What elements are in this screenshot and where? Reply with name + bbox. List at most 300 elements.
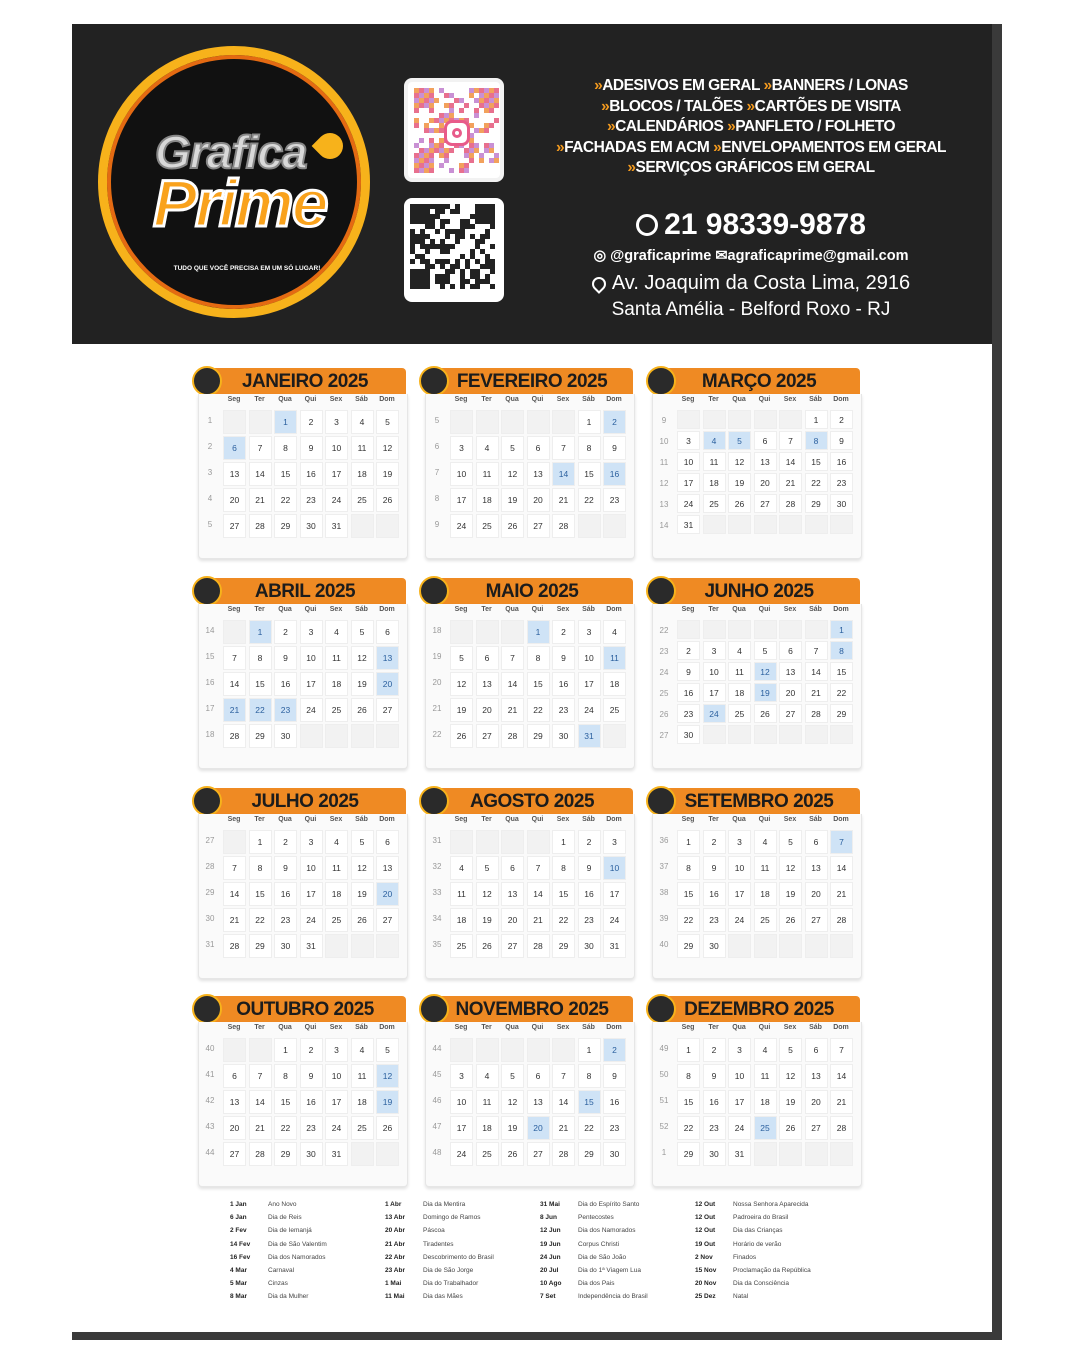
day-cell: 13 — [501, 882, 524, 906]
day-cell: 6 — [223, 436, 246, 460]
service-item: PANFLETO / FOLHETO — [735, 118, 896, 135]
empty-day-cell — [805, 620, 828, 639]
week-number: 23 — [659, 647, 669, 656]
holiday-date: 12 Out — [695, 1214, 716, 1222]
day-cell: 4 — [603, 620, 626, 644]
day-cell: 2 — [703, 1038, 726, 1062]
day-cell: 28 — [830, 908, 853, 932]
holiday-name: Pentecostes — [578, 1214, 614, 1222]
day-cell: 18 — [754, 1090, 777, 1114]
day-cell: 29 — [677, 934, 700, 958]
month-grid — [652, 1022, 862, 1187]
week-number: 35 — [432, 940, 442, 949]
empty-day-cell — [805, 1142, 828, 1166]
day-cell: 28 — [249, 514, 272, 538]
day-cell: 27 — [501, 934, 524, 958]
month-badge-icon — [192, 366, 222, 396]
month-title: DEZEMBRO 2025 — [658, 996, 860, 1022]
day-cell: 22 — [805, 473, 828, 492]
week-number: 25 — [659, 689, 669, 698]
month-title: MAIO 2025 — [431, 578, 633, 604]
day-cell: 14 — [805, 662, 828, 681]
holiday-date: 7 Set — [540, 1293, 556, 1301]
whatsapp-qr-code-icon[interactable] — [404, 198, 504, 302]
day-cell: 18 — [728, 683, 751, 702]
week-number: 39 — [659, 914, 669, 923]
holiday-row — [230, 1211, 380, 1224]
day-cell: 4 — [476, 436, 499, 460]
day-cell: 6 — [754, 431, 777, 450]
month-calendar — [646, 996, 860, 1188]
phone-number[interactable] — [520, 208, 982, 242]
day-cell: 13 — [754, 452, 777, 471]
weekday-label: Sex — [329, 606, 343, 613]
day-cell: 24 — [450, 1142, 473, 1166]
weekday-label: Qui — [531, 606, 544, 613]
weekday-label: Qua — [732, 816, 746, 823]
weekday-label: Sáb — [355, 816, 368, 823]
day-cell: 11 — [351, 436, 374, 460]
day-cell: 21 — [249, 1116, 272, 1140]
week-number: 34 — [432, 914, 442, 923]
month-title: ABRIL 2025 — [204, 578, 406, 604]
day-cell: 18 — [325, 882, 348, 906]
empty-day-cell — [450, 620, 473, 644]
day-cell: 17 — [728, 882, 751, 906]
day-cell: 16 — [300, 462, 323, 486]
day-cell: 24 — [300, 908, 323, 932]
holiday-name: Dia de São João — [578, 1253, 627, 1261]
service-line — [520, 138, 982, 159]
day-cell: 11 — [703, 452, 726, 471]
empty-day-cell — [754, 725, 777, 744]
holiday-name: Dia da Consciência — [733, 1280, 790, 1288]
holiday-row — [540, 1198, 690, 1211]
empty-day-cell — [249, 1038, 272, 1062]
holiday-name: Ano Novo — [268, 1201, 297, 1208]
day-cell: 28 — [501, 724, 524, 748]
weekday-label: Sex — [329, 396, 343, 403]
month-calendar — [192, 788, 406, 980]
weekday-label: Qua — [505, 606, 519, 613]
day-cell: 2 — [552, 620, 575, 644]
day-cell: 23 — [603, 1116, 626, 1140]
week-number: 51 — [659, 1096, 669, 1105]
holiday-date: 22 Abr — [385, 1253, 405, 1261]
weekday-label: Seg — [454, 396, 468, 403]
weekday-label: Ter — [254, 816, 265, 823]
day-cell: 5 — [450, 646, 473, 670]
day-cell: 1 — [274, 410, 297, 434]
day-cell: 16 — [578, 882, 601, 906]
day-cell: 13 — [476, 672, 499, 696]
address-line-2: Santa Amélia - Belford Roxo - RJ — [611, 299, 891, 320]
day-cell: 14 — [779, 452, 802, 471]
day-cell: 26 — [779, 908, 802, 932]
week-number: 33 — [432, 888, 442, 897]
day-cell: 8 — [677, 1064, 700, 1088]
day-cell: 9 — [703, 1064, 726, 1088]
day-cell: 20 — [805, 882, 828, 906]
holiday-name: Dia da Mentira — [423, 1201, 466, 1208]
holiday-row — [230, 1238, 380, 1251]
day-cell: 15 — [830, 662, 853, 681]
week-number: 3 — [207, 468, 213, 477]
month-grid — [425, 604, 635, 769]
week-number: 31 — [205, 940, 215, 949]
weekday-label: Qua — [732, 396, 746, 403]
day-cell: 2 — [300, 1038, 323, 1062]
day-cell: 15 — [274, 1090, 297, 1114]
day-cell: 12 — [450, 672, 473, 696]
weekday-label: Sex — [556, 816, 570, 823]
week-number: 12 — [659, 479, 669, 488]
day-cell: 14 — [249, 462, 272, 486]
week-number: 6 — [434, 442, 440, 451]
weekday-label: Dom — [606, 1024, 622, 1031]
holiday-row — [230, 1251, 380, 1264]
empty-day-cell — [603, 514, 626, 538]
day-cell: 23 — [300, 488, 323, 512]
day-cell: 10 — [325, 1064, 348, 1088]
day-cell: 27 — [779, 704, 802, 723]
day-cell: 7 — [223, 856, 246, 880]
month-badge-icon — [646, 786, 676, 816]
instagram-handle[interactable]: @graficaprime — [610, 248, 712, 264]
weekday-label: Ter — [254, 396, 265, 403]
holiday-row — [385, 1277, 535, 1290]
holiday-date: 20 Nov — [695, 1280, 717, 1288]
month-calendar — [192, 368, 406, 560]
week-number: 24 — [659, 668, 669, 677]
weekday-label: Sex — [329, 816, 343, 823]
day-cell: 13 — [805, 856, 828, 880]
day-cell: 2 — [603, 1038, 626, 1062]
day-cell: 26 — [501, 514, 524, 538]
day-cell: 26 — [376, 488, 399, 512]
day-cell: 31 — [578, 724, 601, 748]
day-cell: 14 — [249, 1090, 272, 1114]
day-cell: 28 — [552, 1142, 575, 1166]
day-cell: 4 — [754, 830, 777, 854]
day-cell: 17 — [728, 1090, 751, 1114]
day-cell: 4 — [325, 830, 348, 854]
empty-day-cell — [450, 410, 473, 434]
day-cell: 24 — [325, 1116, 348, 1140]
empty-day-cell — [728, 515, 751, 534]
week-number: 44 — [432, 1044, 442, 1053]
day-cell: 5 — [728, 431, 751, 450]
day-cell: 20 — [527, 488, 550, 512]
day-cell: 19 — [376, 462, 399, 486]
day-cell: 10 — [603, 856, 626, 880]
email-icon: ✉ — [715, 248, 728, 264]
weekday-label: Seg — [681, 396, 695, 403]
day-cell: 15 — [249, 672, 272, 696]
holiday-date: 1 Mai — [385, 1280, 402, 1288]
day-cell: 9 — [830, 431, 853, 450]
day-cell: 22 — [578, 1116, 601, 1140]
day-cell: 7 — [805, 641, 828, 660]
day-cell: 6 — [805, 1038, 828, 1062]
holiday-date: 12 Out — [695, 1201, 716, 1208]
day-cell: 17 — [450, 488, 473, 512]
day-cell: 8 — [677, 856, 700, 880]
day-cell: 23 — [677, 704, 700, 723]
day-cell: 15 — [578, 462, 601, 486]
day-cell: 3 — [703, 641, 726, 660]
month-badge-icon — [192, 786, 222, 816]
holiday-date: 14 Fev — [230, 1240, 251, 1248]
empty-day-cell — [552, 410, 575, 434]
day-cell: 12 — [779, 856, 802, 880]
day-cell: 18 — [754, 882, 777, 906]
day-cell: 3 — [450, 436, 473, 460]
day-cell: 17 — [603, 882, 626, 906]
day-cell: 1 — [249, 830, 272, 854]
day-cell: 24 — [603, 908, 626, 932]
weekday-label: Qui — [531, 396, 544, 403]
day-cell: 22 — [249, 698, 272, 722]
instagram-icon — [444, 120, 470, 146]
location-pin-icon — [589, 274, 609, 294]
day-cell: 23 — [603, 488, 626, 512]
day-cell: 12 — [501, 462, 524, 486]
day-cell: 17 — [325, 1090, 348, 1114]
weekday-label: Ter — [708, 396, 719, 403]
day-cell: 27 — [476, 724, 499, 748]
day-cell: 19 — [476, 908, 499, 932]
day-cell: 26 — [501, 1142, 524, 1166]
day-cell: 10 — [300, 856, 323, 880]
weekday-label: Qui — [758, 816, 771, 823]
weekday-label: Qui — [758, 396, 771, 403]
empty-day-cell — [728, 934, 751, 958]
month-grid — [198, 394, 408, 559]
weekday-label: Dom — [606, 606, 622, 613]
month-title: OUTUBRO 2025 — [204, 996, 406, 1022]
day-cell: 27 — [376, 908, 399, 932]
day-cell: 18 — [603, 672, 626, 696]
month-badge-icon — [192, 576, 222, 606]
month-calendar — [646, 368, 860, 560]
holiday-row — [695, 1290, 845, 1303]
day-cell: 2 — [300, 410, 323, 434]
empty-day-cell — [501, 620, 524, 644]
whatsapp-icon — [636, 214, 658, 236]
weekday-label: Ter — [254, 606, 265, 613]
weekday-label: Sáb — [582, 816, 595, 823]
day-cell: 7 — [249, 436, 272, 460]
day-cell: 9 — [578, 856, 601, 880]
day-cell: 22 — [249, 908, 272, 932]
day-cell: 14 — [552, 1090, 575, 1114]
day-cell: 10 — [728, 1064, 751, 1088]
holiday-row — [695, 1198, 845, 1211]
day-cell: 1 — [677, 1038, 700, 1062]
day-cell: 21 — [779, 473, 802, 492]
weekday-label: Qua — [278, 1024, 292, 1031]
day-cell: 3 — [677, 431, 700, 450]
month-grid — [198, 604, 408, 769]
week-number: 11 — [659, 458, 669, 467]
day-cell: 5 — [754, 641, 777, 660]
month-grid — [425, 1022, 635, 1187]
day-cell: 20 — [223, 488, 246, 512]
day-cell: 8 — [249, 856, 272, 880]
holiday-name: Horário de verão — [733, 1240, 782, 1248]
holiday-row — [230, 1224, 380, 1237]
month-grid — [198, 814, 408, 979]
social-contacts — [520, 248, 982, 264]
week-number: 28 — [205, 862, 215, 871]
weekday-label: Qua — [505, 1024, 519, 1031]
day-cell: 10 — [578, 646, 601, 670]
day-cell: 9 — [603, 436, 626, 460]
holiday-name: Dia das Crianças — [733, 1227, 783, 1235]
day-cell: 30 — [300, 514, 323, 538]
service-line — [520, 76, 982, 97]
day-cell: 6 — [527, 1064, 550, 1088]
holiday-row — [385, 1238, 535, 1251]
day-cell: 29 — [677, 1142, 700, 1166]
month-calendar — [646, 578, 860, 770]
day-cell: 31 — [325, 1142, 348, 1166]
day-cell: 31 — [603, 934, 626, 958]
day-cell: 26 — [351, 908, 374, 932]
week-number: 48 — [432, 1148, 442, 1157]
service-item: ADESIVOS EM GERAL — [602, 77, 764, 94]
email-address[interactable]: agraficaprime@gmail.com — [727, 248, 909, 264]
weekday-label: Ter — [708, 1024, 719, 1031]
empty-day-cell — [779, 620, 802, 639]
empty-day-cell — [603, 724, 626, 748]
day-cell: 14 — [501, 672, 524, 696]
day-cell: 29 — [527, 724, 550, 748]
week-number: 43 — [205, 1122, 215, 1131]
holiday-name: Finados — [733, 1253, 757, 1261]
holiday-name: Dia da Mulher — [268, 1293, 309, 1301]
calendar-sheet — [72, 24, 1002, 1340]
holiday-date: 12 Jun — [540, 1227, 561, 1235]
day-cell: 7 — [830, 830, 853, 854]
weekday-label: Qui — [758, 606, 771, 613]
day-cell: 14 — [527, 882, 550, 906]
empty-day-cell — [578, 514, 601, 538]
day-cell: 7 — [552, 436, 575, 460]
day-cell: 17 — [300, 672, 323, 696]
empty-day-cell — [677, 620, 700, 639]
empty-day-cell — [527, 410, 550, 434]
week-number: 31 — [432, 836, 442, 845]
weekday-label: Dom — [606, 816, 622, 823]
day-cell: 22 — [274, 488, 297, 512]
day-cell: 14 — [223, 672, 246, 696]
empty-day-cell — [754, 515, 777, 534]
empty-day-cell — [830, 1142, 853, 1166]
day-cell: 29 — [274, 1142, 297, 1166]
week-number: 5 — [207, 520, 213, 529]
weekday-label: Sáb — [355, 606, 368, 613]
holiday-row — [230, 1290, 380, 1303]
month-title: JULHO 2025 — [204, 788, 406, 814]
day-cell: 11 — [476, 462, 499, 486]
arrow-icon: » — [627, 159, 636, 176]
day-cell: 22 — [677, 908, 700, 932]
day-cell: 22 — [527, 698, 550, 722]
weekday-label: Sex — [783, 1024, 797, 1031]
day-cell: 10 — [677, 452, 700, 471]
weekday-label: Seg — [681, 1024, 695, 1031]
day-cell: 25 — [754, 908, 777, 932]
holiday-row — [695, 1238, 845, 1251]
week-number: 14 — [205, 626, 215, 635]
day-cell: 8 — [805, 431, 828, 450]
weekday-label: Seg — [681, 606, 695, 613]
empty-day-cell — [351, 934, 374, 958]
day-cell: 31 — [325, 514, 348, 538]
day-cell: 10 — [728, 856, 751, 880]
day-cell: 1 — [249, 620, 272, 644]
day-cell: 1 — [578, 1038, 601, 1062]
holiday-date: 25 Dez — [695, 1293, 716, 1301]
service-item: CARTÕES DE VISITA — [754, 97, 901, 115]
week-number: 29 — [205, 888, 215, 897]
day-cell: 6 — [376, 620, 399, 644]
empty-day-cell — [351, 1142, 374, 1166]
day-cell: 5 — [779, 830, 802, 854]
day-cell: 21 — [805, 683, 828, 702]
arrow-icon: » — [594, 77, 603, 94]
weekday-label: Seg — [227, 816, 241, 823]
empty-day-cell — [300, 724, 323, 748]
day-cell: 19 — [351, 882, 374, 906]
day-cell: 26 — [728, 494, 751, 513]
day-cell: 7 — [249, 1064, 272, 1088]
month-title: MARÇO 2025 — [658, 368, 860, 394]
day-cell: 7 — [779, 431, 802, 450]
holiday-row — [385, 1264, 535, 1277]
services-list — [520, 76, 982, 179]
instagram-qr-code-icon[interactable] — [404, 78, 504, 182]
day-cell: 18 — [325, 672, 348, 696]
holiday-date: 1 Jan — [230, 1201, 247, 1208]
holiday-name: Dia de Iemanjá — [268, 1227, 312, 1235]
day-cell: 12 — [501, 1090, 524, 1114]
month-badge-icon — [192, 994, 222, 1024]
day-cell: 26 — [376, 1116, 399, 1140]
month-title: JUNHO 2025 — [658, 578, 860, 604]
day-cell: 25 — [325, 908, 348, 932]
day-cell: 12 — [476, 882, 499, 906]
day-cell: 15 — [677, 1090, 700, 1114]
day-cell: 11 — [476, 1090, 499, 1114]
arrow-icon: » — [763, 77, 772, 94]
holiday-name: Corpus Christi — [578, 1240, 620, 1248]
day-cell: 30 — [552, 724, 575, 748]
weekday-label: Qua — [278, 816, 292, 823]
day-cell: 23 — [578, 908, 601, 932]
day-cell: 27 — [223, 514, 246, 538]
empty-day-cell — [476, 620, 499, 644]
empty-day-cell — [249, 410, 272, 434]
day-cell: 20 — [754, 473, 777, 492]
day-cell: 6 — [501, 856, 524, 880]
day-cell: 28 — [249, 1142, 272, 1166]
day-cell: 5 — [376, 1038, 399, 1062]
day-cell: 8 — [552, 856, 575, 880]
day-cell: 5 — [501, 436, 524, 460]
